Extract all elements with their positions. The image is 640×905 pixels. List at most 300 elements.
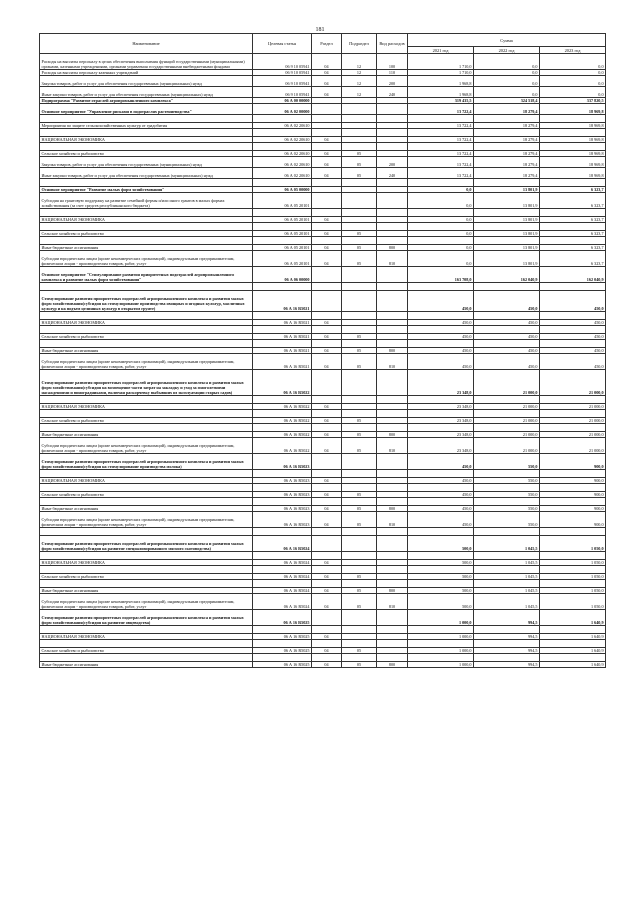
row-expense-type: 810 [377,438,408,454]
empty-cell [312,223,342,231]
row-section: 04 [312,320,342,326]
row-name: Подпрограмма "Развитие отраслей агропромышленного комплекса" [40,98,253,104]
row-target-code: 06 9 10 05941 [253,54,312,70]
row-subsection: 05 [342,506,377,512]
row-sum-2023: 900,0 [540,506,606,512]
empty-cell [342,396,377,404]
row-sum-2023: 1 050,0 [540,588,606,594]
row-section: 04 [312,574,342,580]
header-name: Наименование [40,34,253,54]
row-sum-2021: 450,0 [408,506,474,512]
empty-cell [40,640,253,648]
empty-cell [377,566,408,574]
row-target-code: 06 А 16 R5024 [253,536,312,552]
row-name: НАЦИОНАЛЬНАЯ ЭКОНОМИКА [40,137,253,143]
row-section: 04 [312,70,342,76]
row-sum-2023: 21 000,0 [540,438,606,454]
row-sum-2023: 21 000,0 [540,370,606,396]
row-target-code: 06 А 05 20101 [253,231,312,237]
empty-cell [540,410,606,418]
row-section: 04 [312,348,342,354]
empty-cell [253,566,312,574]
empty-cell [540,424,606,432]
empty-cell [474,143,540,151]
row-name: Стимулирование развития приоритетных подотраслей агропромышленного комплекса и развития малых форм хозяйствования(субсидия на стимулирование производства молока) [40,454,253,470]
row-sum-2021: 500,0 [408,536,474,552]
empty-cell [342,580,377,588]
row-target-code: 06 А 16 R5021 [253,320,312,326]
row-sum-2022: 0,0 [474,76,540,87]
empty-cell [342,340,377,348]
empty-cell [540,552,606,560]
empty-cell [474,209,540,217]
empty-cell [312,498,342,506]
empty-cell [474,340,540,348]
empty-cell [312,566,342,574]
table-row [40,54,606,70]
row-expense-type: 800 [377,506,408,512]
row-target-code: 06 А 16 R5025 [253,662,312,668]
row-section [312,370,342,396]
row-sum-2023: 0,0 [540,70,606,76]
empty-cell [40,396,253,404]
row-sum-2022: 1 045,5 [474,594,540,610]
row-sum-2021: 1 000,0 [408,610,474,626]
row-sum-2023: 450,0 [540,354,606,370]
empty-cell [253,654,312,662]
row-sum-2023: 18 969,8 [540,151,606,157]
table-row [40,536,606,552]
table-spacer-row [40,654,606,662]
row-name: Иные бюджетные ассигнования [40,348,253,354]
empty-cell [408,484,474,492]
empty-cell [474,237,540,245]
empty-cell [253,410,312,418]
row-sum-2022: 550,0 [474,492,540,498]
empty-cell [312,209,342,217]
empty-cell [40,129,253,137]
row-sum-2022: 18 279,4 [474,157,540,168]
row-sum-2023: 21 000,0 [540,432,606,438]
empty-cell [40,498,253,506]
row-sum-2022: 18 279,4 [474,123,540,129]
row-name: Стимулирование развития приоритетных подотраслей агропромышленного комплекса и развития малых форм хозяйствования(субсидия на развитие овцеводства) [40,610,253,626]
table-spacer-row [40,484,606,492]
empty-cell [408,312,474,320]
row-sum-2022: 21 000,0 [474,404,540,410]
header-amount: Сумма [408,34,606,47]
empty-cell [342,283,377,291]
row-name: НАЦИОНАЛЬНАЯ ЭКОНОМИКА [40,404,253,410]
empty-cell [342,223,377,231]
empty-cell [540,129,606,137]
row-target-code: 06 А 16 R5022 [253,438,312,454]
empty-cell [253,470,312,478]
row-sum-2023: 1 640,9 [540,610,606,626]
row-target-code: 06 А 02 20610 [253,157,312,168]
row-sum-2022: 1 045,5 [474,574,540,580]
row-sum-2023: 450,0 [540,334,606,340]
row-sum-2021: 1 000,0 [408,662,474,668]
empty-cell [408,143,474,151]
row-expense-type: 800 [377,348,408,354]
row-name: Иные бюджетные ассигнования [40,588,253,594]
row-sum-2023: 900,0 [540,454,606,470]
row-sum-2022: 550,0 [474,512,540,528]
row-subsection: 05 [342,492,377,498]
empty-cell [253,424,312,432]
empty-cell [474,326,540,334]
empty-cell [40,470,253,478]
empty-cell [377,470,408,478]
row-sum-2021: 23 348,0 [408,404,474,410]
empty-cell [40,580,253,588]
row-name: Иные бюджетные ассигнования [40,432,253,438]
row-sum-2023: 1 640,9 [540,662,606,668]
row-target-code: 06 9 10 05941 [253,70,312,76]
row-subsection: 05 [342,438,377,454]
empty-cell [408,115,474,123]
row-sum-2021: 450,0 [408,512,474,528]
empty-cell [342,498,377,506]
row-sum-2021: 1 000,0 [408,634,474,640]
table-row [40,610,606,626]
row-sum-2023: 6 323,7 [540,217,606,223]
table-row [40,662,606,668]
table-spacer-row [40,498,606,506]
empty-cell [312,143,342,151]
table-spacer-row [40,626,606,634]
header-expense-type: Вид расходов [377,34,408,54]
table-row [40,168,606,179]
empty-cell [408,626,474,634]
row-expense-type: 800 [377,432,408,438]
row-sum-2022: 450,0 [474,354,540,370]
row-expense-type [377,291,408,312]
row-target-code: 06 А 16 R5021 [253,354,312,370]
header-target: Целевая статья [253,34,312,54]
empty-cell [342,470,377,478]
empty-cell [540,654,606,662]
row-name: Стимулирование развития приоритетных подотраслей агропромышленного комплекса и развития малых форм хозяйствования(субсидия на развитие специализированного мясного скотоводства) [40,536,253,552]
empty-cell [377,640,408,648]
empty-cell [474,528,540,536]
empty-cell [342,410,377,418]
empty-cell [40,424,253,432]
row-section: 04 [312,662,342,668]
table-spacer-row [40,552,606,560]
row-sum-2022: 994,5 [474,648,540,654]
row-name: НАЦИОНАЛЬНАЯ ЭКОНОМИКА [40,634,253,640]
row-sum-2023: 1 640,9 [540,648,606,654]
row-target-code: 06 А 05 20101 [253,245,312,251]
empty-cell [253,115,312,123]
row-section: 04 [312,634,342,640]
row-sum-2022: 13 801,9 [474,193,540,209]
empty-cell [253,640,312,648]
empty-cell [253,312,312,320]
empty-cell [474,552,540,560]
row-sum-2023: 0,0 [540,76,606,87]
row-sum-2021: 163 708,0 [408,267,474,283]
row-sum-2022: 21 000,0 [474,438,540,454]
empty-cell [377,115,408,123]
row-subsection [342,610,377,626]
table-row [40,594,606,610]
empty-cell [253,129,312,137]
row-expense-type: 810 [377,594,408,610]
row-section: 04 [312,54,342,70]
empty-cell [540,143,606,151]
row-section: 04 [312,231,342,237]
row-sum-2022: 13 801,9 [474,217,540,223]
row-section: 04 [312,334,342,340]
row-sum-2021: 1 710,0 [408,70,474,76]
empty-cell [474,580,540,588]
table-spacer-row [40,424,606,432]
empty-cell [253,223,312,231]
table-spacer-row [40,312,606,320]
row-target-code: 06 А 05 20101 [253,193,312,209]
empty-cell [377,654,408,662]
empty-cell [40,528,253,536]
row-sum-2022: 21 000,0 [474,370,540,396]
row-section: 04 [312,157,342,168]
row-sum-2021: 0,0 [408,231,474,237]
row-sum-2021: 500,0 [408,588,474,594]
row-subsection [342,536,377,552]
empty-cell [540,115,606,123]
empty-cell [253,498,312,506]
empty-cell [253,237,312,245]
row-name: Закупка товаров, работ и услуг для обеспечения государственных (муниципальных) нужд [40,76,253,87]
empty-cell [540,326,606,334]
table-spacer-row [40,129,606,137]
empty-cell [253,340,312,348]
empty-cell [312,237,342,245]
row-target-code: 06 А 16 R5023 [253,506,312,512]
table-spacer-row [40,566,606,574]
row-expense-type: 110 [377,70,408,76]
row-sum-2021: 450,0 [408,454,474,470]
row-sum-2023: 900,0 [540,512,606,528]
row-sum-2022: 1 045,5 [474,560,540,566]
row-target-code: 06 А 16 R5024 [253,574,312,580]
row-section: 04 [312,588,342,594]
row-sum-2022: 18 279,4 [474,151,540,157]
empty-cell [40,552,253,560]
empty-cell [312,410,342,418]
empty-cell [40,312,253,320]
row-expense-type: 800 [377,588,408,594]
empty-cell [253,143,312,151]
empty-cell [342,115,377,123]
row-sum-2021: 500,0 [408,560,474,566]
row-subsection: 12 [342,54,377,70]
empty-cell [342,209,377,217]
table-spacer-row [40,396,606,404]
row-name: Расходы на выплаты персоналу казенных учреждений [40,70,253,76]
empty-cell [40,143,253,151]
row-expense-type: 800 [377,662,408,668]
empty-cell [40,326,253,334]
empty-cell [253,580,312,588]
table-spacer-row [40,580,606,588]
empty-cell [408,640,474,648]
row-expense-type [377,267,408,283]
empty-cell [474,396,540,404]
row-sum-2023: 18 969,8 [540,168,606,179]
row-target-code: 06 А 16 R5021 [253,348,312,354]
empty-cell [342,552,377,560]
row-sum-2022: 21 000,0 [474,418,540,424]
row-sum-2022: 450,0 [474,334,540,340]
empty-cell [474,424,540,432]
row-name: НАЦИОНАЛЬНАЯ ЭКОНОМИКА [40,217,253,223]
row-sum-2022: 450,0 [474,291,540,312]
table-row [40,354,606,370]
row-subsection: 05 [342,151,377,157]
table-row [40,370,606,396]
row-sum-2021: 500,0 [408,574,474,580]
empty-cell [312,129,342,137]
row-sum-2022: 1 045,5 [474,536,540,552]
row-target-code: 06 А 05 00000 [253,187,312,193]
empty-cell [312,179,342,187]
empty-cell [377,552,408,560]
row-section: 04 [312,245,342,251]
table-row [40,291,606,312]
row-subsection: 12 [342,87,377,98]
empty-cell [408,580,474,588]
row-sum-2022: 450,0 [474,348,540,354]
empty-cell [540,237,606,245]
row-name: Иные бюджетные ассигнования [40,662,253,668]
empty-cell [377,498,408,506]
empty-cell [253,326,312,334]
row-sum-2022: 550,0 [474,478,540,484]
empty-cell [312,528,342,536]
table-row [40,87,606,98]
empty-cell [253,283,312,291]
empty-cell [474,129,540,137]
row-sum-2022: 0,0 [474,70,540,76]
empty-cell [40,223,253,231]
row-section: 04 [312,418,342,424]
row-expense-type [377,193,408,209]
row-subsection: 05 [342,512,377,528]
row-sum-2023: 450,0 [540,320,606,326]
row-sum-2023: 1 050,0 [540,536,606,552]
row-subsection: 05 [342,594,377,610]
row-sum-2021: 319 435,5 [408,98,474,104]
empty-cell [342,424,377,432]
empty-cell [408,340,474,348]
row-sum-2022: 13 801,9 [474,245,540,251]
row-target-code: 06 А 16 R5024 [253,594,312,610]
empty-cell [342,143,377,151]
header-year-2022: 2022 год [474,47,540,54]
row-target-code: 06 А 02 20610 [253,168,312,179]
row-target-code: 06 А 02 20610 [253,151,312,157]
row-subsection [342,193,377,209]
row-sum-2022: 13 801,9 [474,187,540,193]
table-row [40,104,606,115]
empty-cell [377,326,408,334]
empty-cell [474,223,540,231]
row-subsection: 05 [342,334,377,340]
empty-cell [342,179,377,187]
row-name: Иные закупки товаров, работ и услуг для обеспечения государственных (муниципальных) нужд [40,87,253,98]
row-sum-2023: 450,0 [540,291,606,312]
row-expense-type: 810 [377,354,408,370]
row-section: 04 [312,151,342,157]
empty-cell [312,640,342,648]
table-row [40,267,606,283]
header-section: Раздел [312,34,342,54]
empty-cell [474,484,540,492]
row-sum-2021: 13 722,4 [408,123,474,129]
row-sum-2023: 450,0 [540,348,606,354]
row-name: НАЦИОНАЛЬНАЯ ЭКОНОМИКА [40,560,253,566]
row-expense-type: 200 [377,76,408,87]
row-sum-2021: 23 348,0 [408,370,474,396]
row-name: Сельское хозяйство и рыболовство [40,648,253,654]
empty-cell [377,484,408,492]
page-number: 181 [315,27,325,33]
row-section: 04 [312,560,342,566]
row-name: Сельское хозяйство и рыболовство [40,574,253,580]
row-subsection [342,370,377,396]
empty-cell [377,396,408,404]
row-sum-2023: 0,0 [540,87,606,98]
row-section [312,610,342,626]
row-expense-type: 810 [377,251,408,267]
row-name: Иные бюджетные ассигнования [40,245,253,251]
empty-cell [377,410,408,418]
row-sum-2022: 550,0 [474,454,540,470]
empty-cell [377,424,408,432]
row-name: Иные бюджетные ассигнования [40,506,253,512]
row-sum-2022: 162 040,9 [474,267,540,283]
table-spacer-row [40,209,606,217]
row-sum-2021: 1 968,8 [408,76,474,87]
empty-cell [408,498,474,506]
row-sum-2023: 6 323,7 [540,251,606,267]
empty-cell [474,115,540,123]
empty-cell [377,209,408,217]
empty-cell [40,237,253,245]
row-sum-2023: 21 000,0 [540,418,606,424]
row-target-code: 06 А 16 R5023 [253,492,312,498]
empty-cell [408,396,474,404]
row-sum-2022: 324 518,4 [474,98,540,104]
row-name: НАЦИОНАЛЬНАЯ ЭКОНОМИКА [40,478,253,484]
row-sum-2022: 18 279,4 [474,104,540,115]
row-section: 04 [312,432,342,438]
row-section [312,536,342,552]
empty-cell [377,143,408,151]
row-target-code: 06 А 16 R5023 [253,512,312,528]
row-target-code: 06 9 10 05941 [253,76,312,87]
row-sum-2023: 900,0 [540,492,606,498]
row-sum-2021: 450,0 [408,492,474,498]
empty-cell [540,640,606,648]
empty-cell [377,312,408,320]
empty-cell [312,312,342,320]
row-section: 04 [312,251,342,267]
row-sum-2021: 13 722,4 [408,104,474,115]
